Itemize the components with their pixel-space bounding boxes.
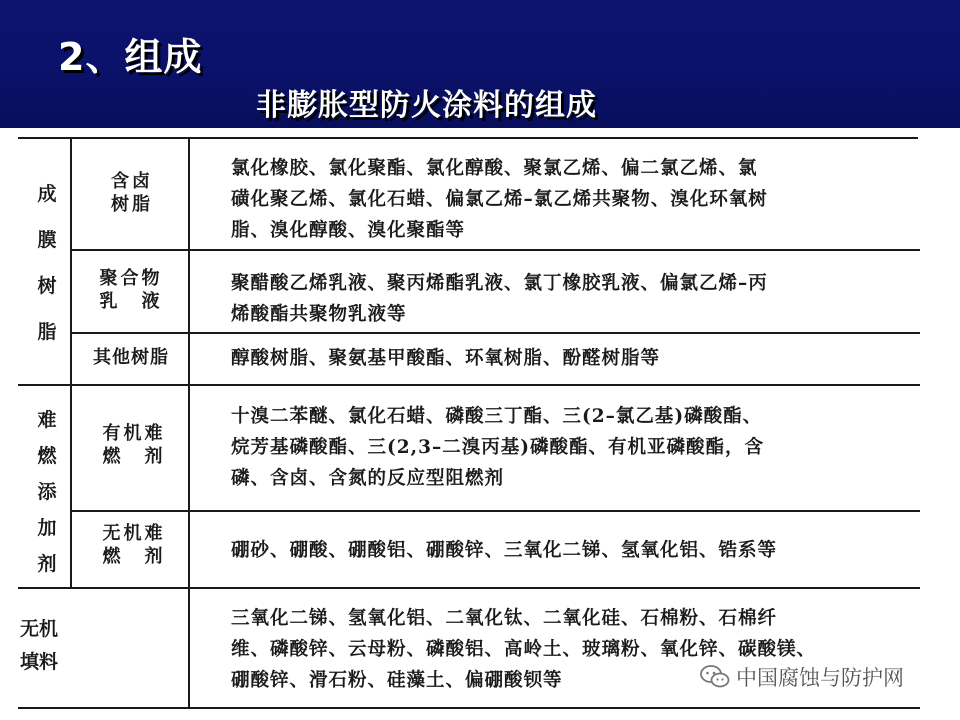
watermark-text: 中国腐蚀与防护网 [736, 666, 904, 690]
slide-header [0, 0, 960, 128]
table-rule [72, 249, 920, 251]
watermark [700, 662, 904, 692]
content-inorganic-retardant: 硼砂、硼酸、硼酸铝、硼酸锌、三氧化二锑、氢氧化铝、锆系等 [231, 540, 778, 561]
sub-label-other-resin: 其他树脂 [93, 347, 169, 368]
table-rule-top [18, 137, 918, 139]
group-label-film-resin: 成 膜 树 脂 [37, 183, 57, 343]
table-rule-vertical [188, 137, 190, 709]
sub-label-inorganic-retardant: 无机难 燃 剂 [102, 523, 166, 567]
table-rule [72, 510, 920, 512]
group-label-inorganic-filler: 无机 填料 [20, 618, 59, 673]
slide-title: 2、组成 [58, 35, 203, 79]
table-rule-vertical [70, 137, 72, 587]
content-polymer-emulsion: 聚醋酸乙烯乳液、聚丙烯酯乳液、氯丁橡胶乳液、偏氯乙烯–丙 烯酸酯共聚物乳液等 [231, 273, 768, 325]
table-rule [72, 332, 920, 334]
table-rule [18, 587, 920, 589]
sub-label-organic-retardant: 有机难 燃 剂 [102, 423, 166, 467]
content-other-resin: 醇酸树脂、聚氨基甲酸酯、环氧树脂、酚醛树脂等 [231, 348, 661, 369]
table-rule [18, 384, 920, 386]
sub-label-polymer-emulsion: 聚合物 乳 液 [99, 268, 163, 312]
content-halogen-resin: 氯化橡胶、氯化聚酯、氯化醇酸、聚氯乙烯、偏二氯乙烯、氯 磺化聚乙烯、氯化石蜡、偏氯乙烯–氯乙烯共聚物、溴化环氧树 脂、溴化醇酸、溴化聚酯等 [231, 158, 768, 241]
content-inorganic-filler: 三氧化二锑、氢氧化铝、二氧化钛、二氧化硅、石棉粉、石棉纤 维、磷酸锌、云母粉、磷酸铝、高岭土、玻璃粉、氧化锌、碳酸镁、 硼酸锌、滑石粉、硅藻土、偏硼酸钡等 [231, 608, 817, 691]
group-label-flame-retardant: 难 燃 添 加 剂 [37, 409, 57, 575]
sub-label-halogen-resin: 含卤 树脂 [111, 171, 153, 215]
content-organic-retardant: 十溴二苯醚、氯化石蜡、磷酸三丁酯、三(2–氯乙基)磷酸酯、 烷芳基磷酸酯、三(2,3–二溴丙基)磷酸酯、有机亚磷酸酯，含 磷、含卤、含氮的反应型阻燃剂 [231, 406, 764, 489]
wechat-icon [700, 665, 730, 689]
slide-subtitle: 非膨胀型防火涂料的组成 [256, 88, 597, 123]
table-rule-bottom [18, 707, 920, 709]
